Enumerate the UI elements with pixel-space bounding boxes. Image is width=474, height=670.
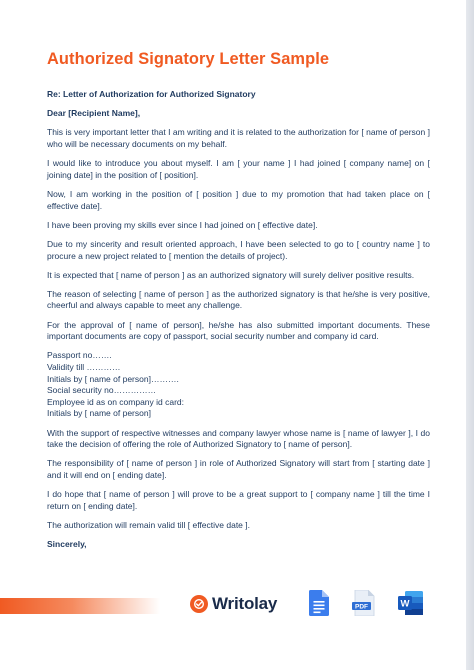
pdf-icon[interactable] bbox=[352, 590, 376, 616]
re-line: Re: Letter of Authorization for Authorized Signatory bbox=[47, 89, 256, 99]
paragraph: I do hope that [ name of person ] will prove to be a great support to [ company name ] till the time I return on [ ending date]. bbox=[47, 489, 430, 511]
brand-logo-link[interactable] bbox=[190, 592, 277, 616]
salutation: Dear [Recipient Name], bbox=[47, 108, 141, 119]
field-line: Initials by [ name of person]………. bbox=[47, 373, 179, 384]
page-edge-shadow bbox=[466, 0, 474, 670]
paragraph: It is expected that [ name of person ] as an authorized signatory will surely deliver positive results. bbox=[47, 269, 415, 280]
writolay-logo-icon bbox=[190, 595, 208, 613]
paragraph: Now, I am working in the position of [ position ] due to my promotion that had taken place on [ effective date]. bbox=[47, 188, 430, 211]
paragraph: With the support of respective witnesses and company lawyer whose name is [ name of lawyer ], I do take the decision of offering the role of Authorized Signatory to [ name of person]. bbox=[47, 427, 430, 450]
google-docs-icon[interactable] bbox=[309, 590, 329, 616]
document-title: Authorized Signatory Letter Sample bbox=[47, 50, 330, 68]
field-line: Initials by [ name of person] bbox=[47, 408, 151, 419]
word-label: W bbox=[400, 598, 410, 610]
word-icon[interactable] bbox=[398, 590, 424, 616]
footer-accent-bar bbox=[0, 598, 160, 614]
brand-name: Writolay bbox=[212, 594, 278, 613]
paragraph: The authorization will remain valid till [ effective date ]. bbox=[47, 519, 250, 530]
document-fields bbox=[47, 350, 430, 420]
letter-body bbox=[47, 89, 430, 558]
paragraph: I would like to introduce you about myself. I am [ your name ] I had joined [ company name] on [ joining date] in the position of [ position]. bbox=[47, 158, 430, 180]
field-line: Validity till ………… bbox=[47, 362, 121, 373]
field-line: Passport no……. bbox=[47, 350, 112, 361]
sign-off: Sincerely, bbox=[47, 539, 87, 550]
field-line: Employee id as on company id card: bbox=[47, 396, 185, 407]
paragraph: Due to my sincerity and result oriented approach, I have been selected to go to [ country name ] to procure a new project related to [ mention the details of project). bbox=[47, 238, 430, 261]
paragraph: For the approval of [ name of person], he/she has also submitted important documents. These important documents are copy of passport, social security number and company id card. bbox=[47, 319, 430, 342]
paragraph: The reason of selecting [ name of person ] as the authorized signatory is that he/she is very positive, cheerful and always capable to meet any challenge. bbox=[47, 288, 430, 311]
paragraph: This is very important letter that I am writing and it is related to the authorization for [ name of person ] who will be necessary documents on my behalf. bbox=[47, 127, 430, 149]
paragraph: The responsibility of [ name of person ] in role of Authorized Signatory will start from [ starting date ] and it will end on [ ending date]. bbox=[47, 458, 430, 480]
paragraph: I have been proving my skills ever since I had joined on [ effective date]. bbox=[47, 219, 318, 230]
pdf-label: PDF bbox=[355, 603, 368, 611]
field-line: Social security no…………… bbox=[47, 385, 157, 396]
